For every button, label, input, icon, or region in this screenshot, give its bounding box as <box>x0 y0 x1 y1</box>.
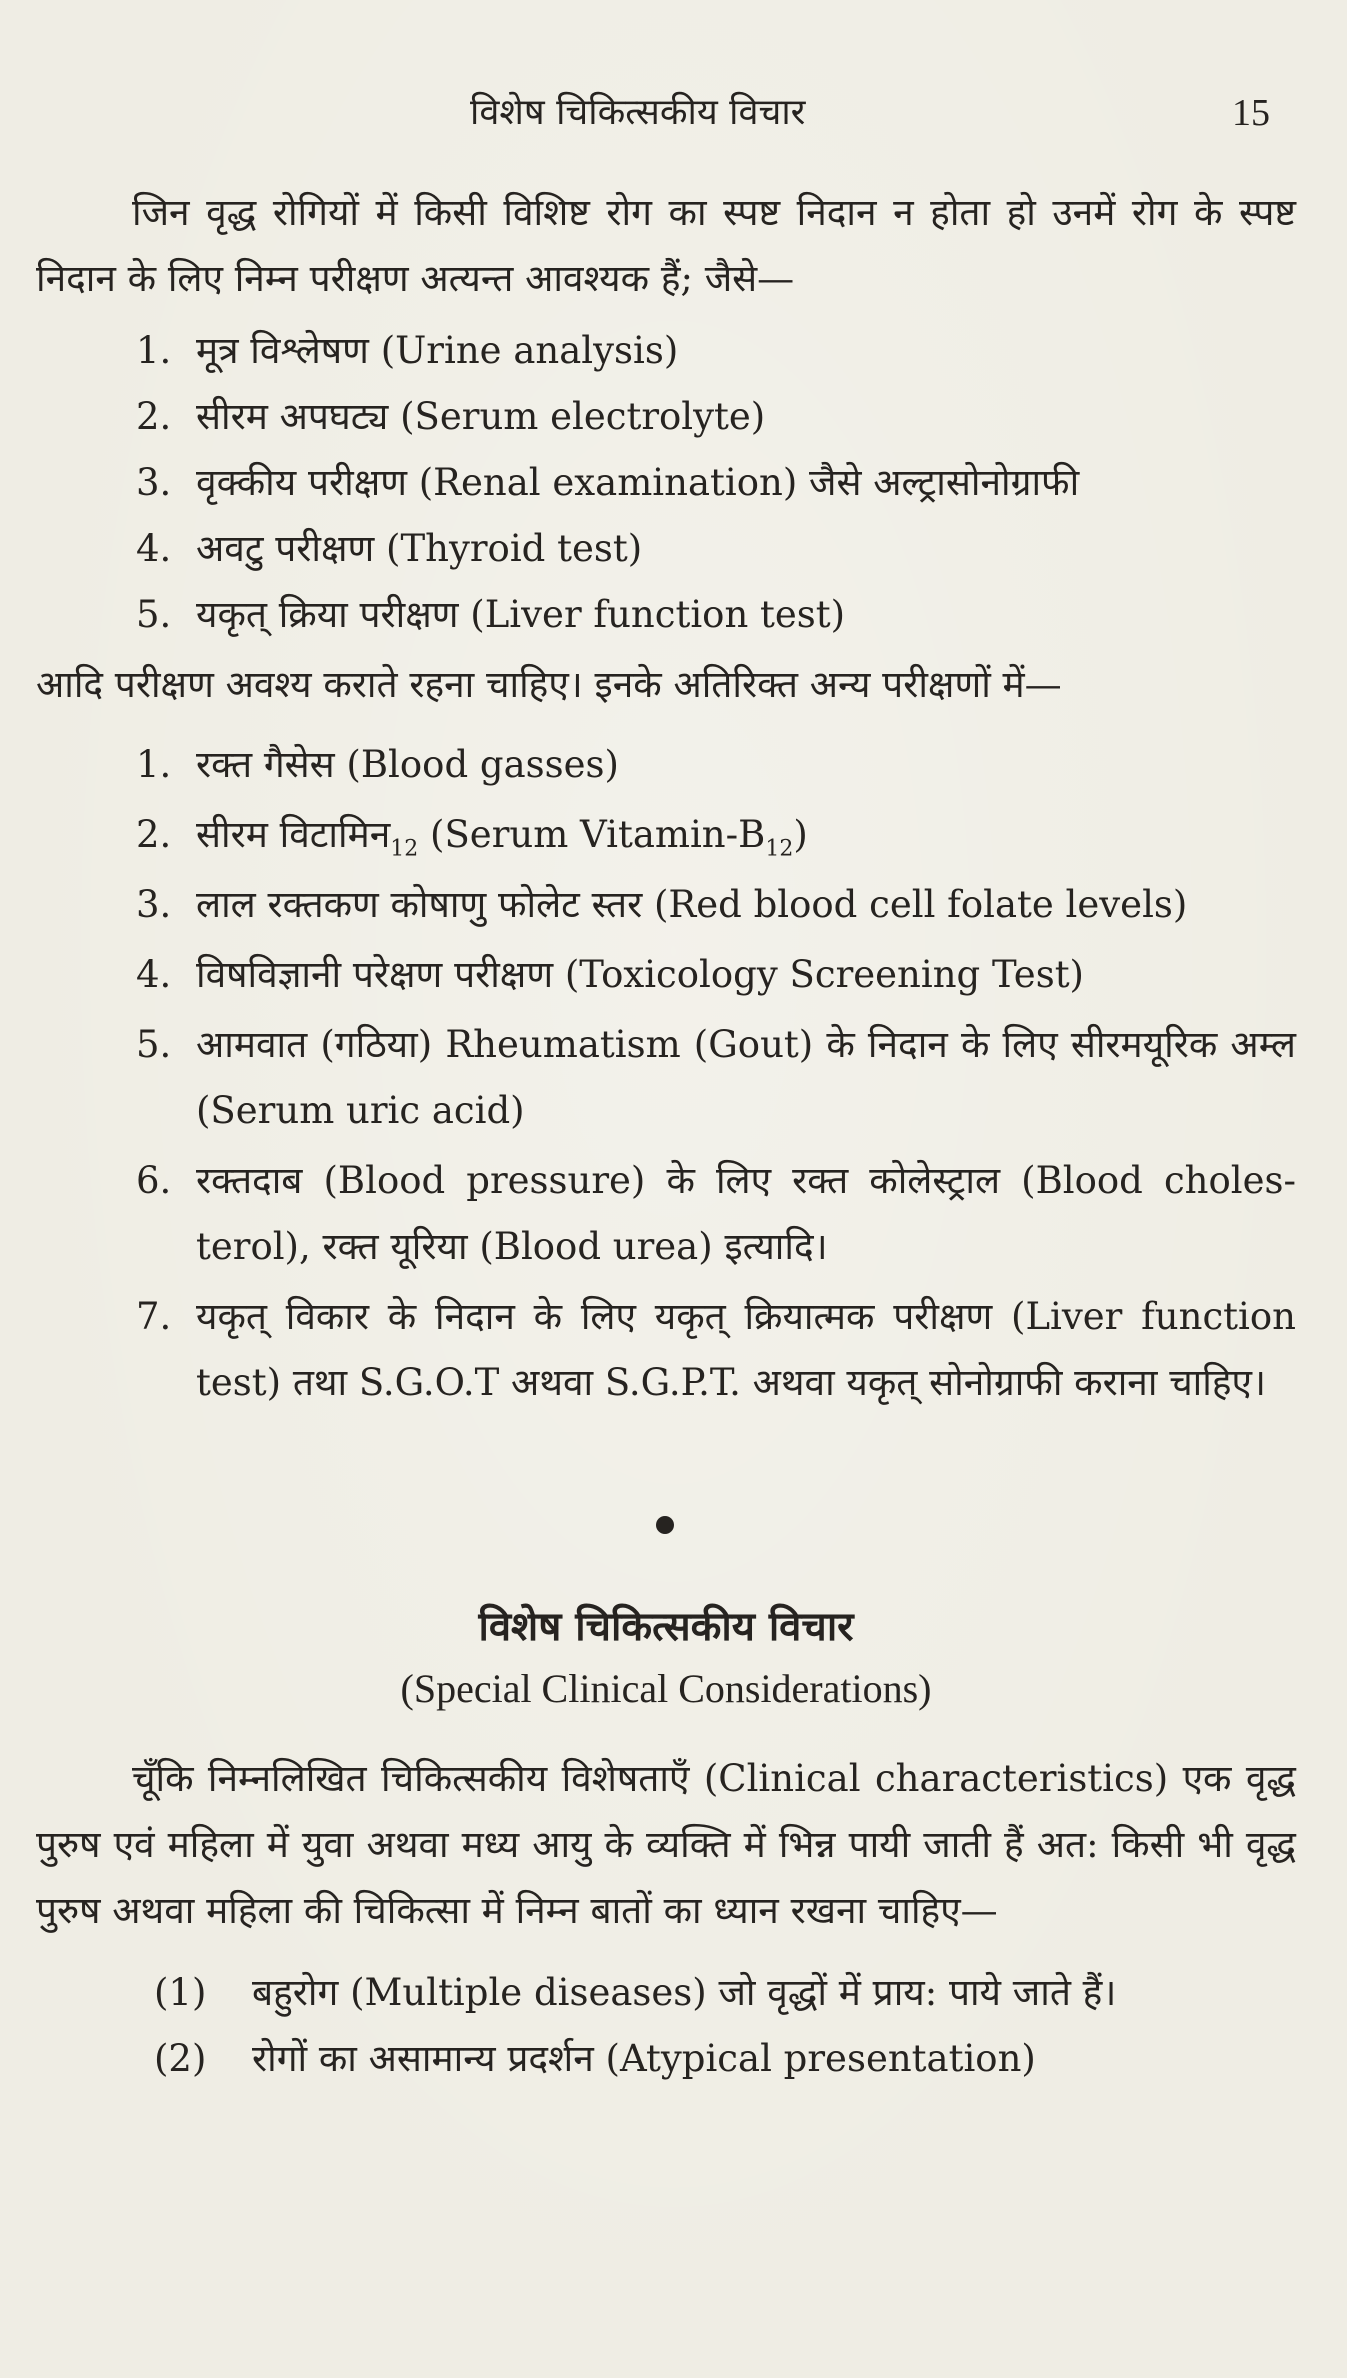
list-item <box>36 516 1296 582</box>
item-number: 1. <box>136 743 172 786</box>
item-number: 2. <box>136 813 172 856</box>
item-number: 7. <box>136 1295 172 1338</box>
list-item <box>36 1960 1296 2026</box>
item-number: 3. <box>136 883 172 926</box>
item-text: विषविज्ञानी परेक्षण परीक्षण (Toxicology Screening Test) <box>196 953 1084 996</box>
list-item <box>36 802 1296 868</box>
list-item <box>36 582 1296 648</box>
running-title: विशेष चिकित्सकीय विचार <box>470 92 806 133</box>
item-text: रोगों का असामान्य प्रदर्शन (Atypical presentation) <box>252 2037 1036 2080</box>
page-header <box>0 88 1347 138</box>
item-text: अवटु परीक्षण (Thyroid test) <box>196 527 643 570</box>
item-number: 2. <box>136 395 172 438</box>
list-item <box>36 1148 1296 1280</box>
page-body <box>36 180 1296 2092</box>
tests-list <box>36 318 1296 648</box>
item-text: आमवात (गठिया) Rheumatism (Gout) के निदान के लिए सीरमयूरिक अम्ल (Serum uric acid) <box>196 1023 1296 1132</box>
bridge-paragraph: आदि परीक्षण अवश्य कराते रहना चाहिए। इनके अतिरिक्त अन्य परीक्षणों में— <box>36 663 1062 706</box>
page-number: 15 <box>1232 92 1270 134</box>
item-text: लाल रक्तकण कोषाणु फोलेट स्तर (Red blood cell folate levels) <box>196 883 1188 926</box>
bullet-divider <box>656 1516 674 1534</box>
item-number: (1) <box>154 1971 207 2014</box>
item-text: सीरम अपघट्य (Serum electrolyte) <box>196 395 766 438</box>
item-text-b: (Serum Vitamin-B <box>418 813 766 856</box>
item-text: यकृत् विकार के निदान के लिए यकृत् क्रियात्मक परीक्षण (Liver function test) तथा S.G.O.T अथवा S.G.P.T. अथवा यकृत् सोनोग्राफी कराना चाहिए। <box>196 1295 1296 1404</box>
item-text: रक्तदाब (Blood pressure) के लिए रक्त कोलेस्ट्राल (Blood choles-terol), रक्त यूरिया (Blood urea) इत्यादि। <box>196 1159 1296 1268</box>
item-number: (2) <box>154 2037 207 2080</box>
item-number: 5. <box>136 593 172 636</box>
item-text: मूत्र विश्लेषण (Urine analysis) <box>196 329 679 372</box>
considerations-list <box>36 1960 1296 2092</box>
list-item <box>36 1012 1296 1144</box>
list-item <box>36 942 1296 1008</box>
item-text-a: सीरम विटामिन <box>196 813 391 856</box>
item-number: 3. <box>136 461 172 504</box>
item-number: 6. <box>136 1159 172 1202</box>
section-paragraph: चूँकि निम्नलिखित चिकित्सकीय विशेषताएँ (Clinical characteristics) एक वृद्ध पुरुष एवं महिला में युवा अथवा मध्य आयु के व्यक्ति में भिन्न पायी जाती हैं अत: किसी भी वृद्ध पुरुष अथवा महिला की चिकित्सा में निम्न बातों का ध्यान रखना चाहिए— <box>36 1757 1296 1932</box>
item-text-c: ) <box>793 813 808 856</box>
list-item <box>36 872 1296 938</box>
item-text: वृक्कीय परीक्षण (Renal examination) जैसे अल्ट्रासोनोग्राफी <box>196 461 1080 504</box>
item-text: बहुरोग (Multiple diseases) जो वृद्धों में प्राय: पाये जाते हैं। <box>252 1971 1117 2014</box>
subscript: 12 <box>765 836 794 862</box>
subscript: 12 <box>390 836 419 862</box>
item-text: रक्त गैसेस (Blood gasses) <box>196 743 619 786</box>
item-number: 4. <box>136 953 172 996</box>
list-item <box>36 450 1296 516</box>
list-item <box>36 2026 1296 2092</box>
additional-tests-list <box>36 732 1296 1416</box>
item-number: 4. <box>136 527 172 570</box>
item-text: यकृत् क्रिया परीक्षण (Liver function test) <box>196 593 846 636</box>
list-item <box>36 1284 1296 1416</box>
list-item <box>36 384 1296 450</box>
intro-paragraph: जिन वृद्ध रोगियों में किसी विशिष्ट रोग का स्पष्ट निदान न होता हो उनमें रोग के स्पष्ट निदान के लिए निम्न परीक्षण अत्यन्त आवश्यक हैं; जैसे— <box>36 191 1296 300</box>
section-title: विशेष चिकित्सकीय विचार <box>478 1603 854 1650</box>
section-subtitle: (Special Clinical Considerations) <box>400 1666 932 1711</box>
item-number: 5. <box>136 1023 172 1066</box>
item-number: 1. <box>136 329 172 372</box>
list-item <box>36 732 1296 798</box>
list-item <box>36 318 1296 384</box>
section-divider <box>36 1420 1296 1596</box>
